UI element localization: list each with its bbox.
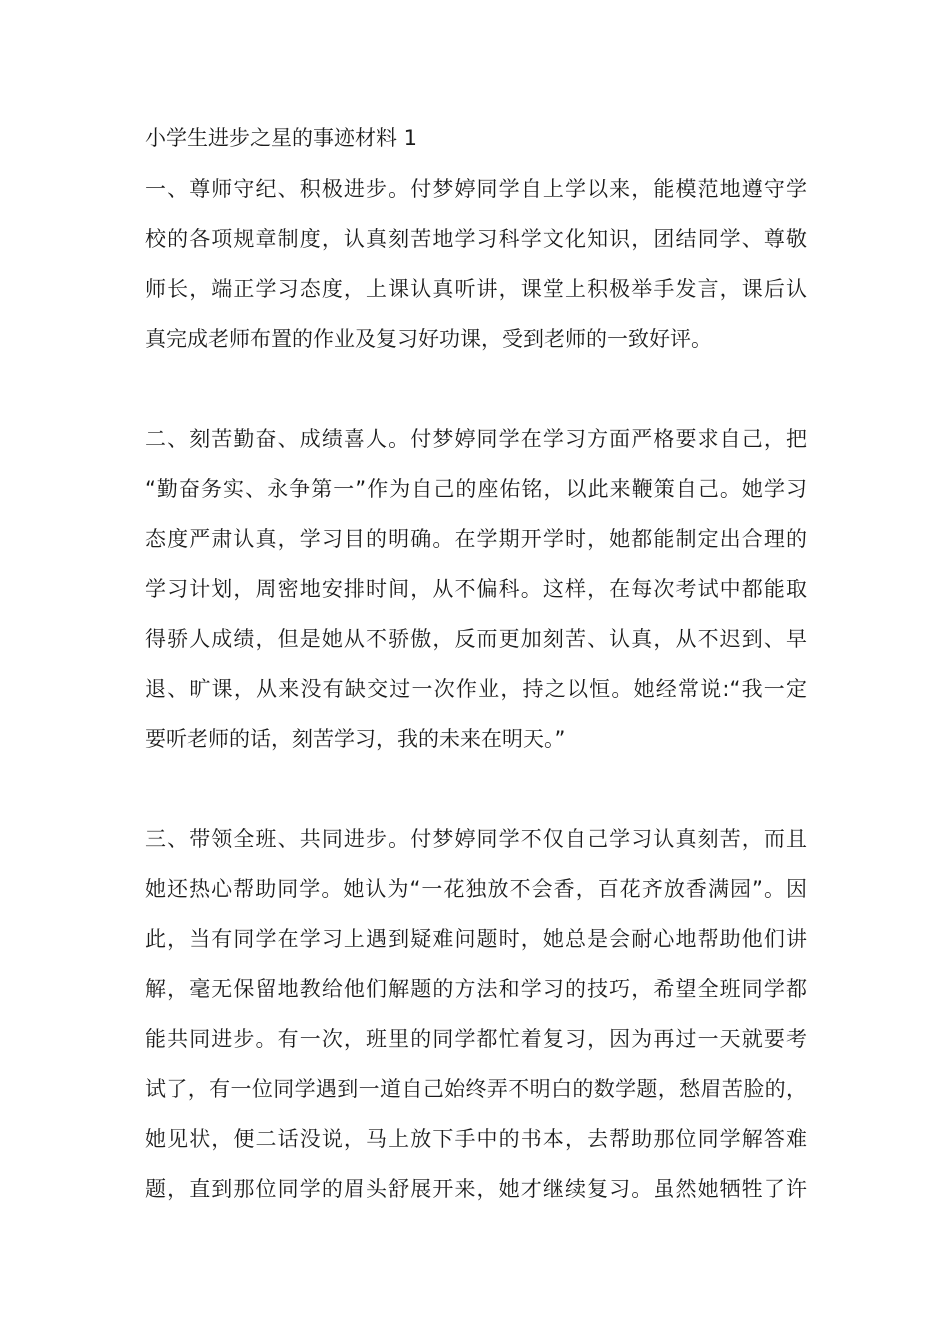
paragraph-spacer (145, 364, 807, 414)
paragraph-3 (145, 814, 807, 1214)
paragraph-line: 她见状，便二话没说，马上放下手中的书本，去帮助那位同学解答难 (145, 1127, 807, 1151)
paragraph-line: 试了，有一位同学遇到一道自己始终弄不明白的数学题，愁眉苦脸的， (145, 1077, 807, 1101)
paragraph-1 (145, 164, 807, 364)
paragraph-2 (145, 414, 807, 764)
paragraph-line: 此，当有同学在学习上遇到疑难问题时，她总是会耐心地帮助他们讲 (145, 927, 807, 951)
paragraph-line: 退、旷课，从来没有缺交过一次作业，持之以恒。她经常说:“我一定 (145, 677, 807, 701)
paragraph-line: “勤奋务实、永争第一”作为自己的座佑铭，以此来鞭策自己。她学习 (145, 477, 807, 501)
paragraph-line: 二、刻苦勤奋、成绩喜人。付梦婷同学在学习方面严格要求自己，把 (145, 427, 807, 451)
paragraph-line: 题，直到那位同学的眉头舒展开来，她才继续复习。虽然她牺牲了许 (145, 1177, 807, 1201)
paragraph-line: 校的各项规章制度，认真刻苦地学习科学文化知识，团结同学、尊敬 (145, 227, 807, 251)
paragraph-line: 态度严肃认真，学习目的明确。在学期开学时，她都能制定出合理的 (145, 527, 807, 551)
paragraph-line: 一、尊师守纪、积极进步。付梦婷同学自上学以来，能模范地遵守学 (145, 177, 807, 201)
paragraph-line: 解，毫无保留地教给他们解题的方法和学习的技巧，希望全班同学都 (145, 977, 807, 1001)
paragraph-spacer (145, 764, 807, 814)
paragraph-line: 得骄人成绩，但是她从不骄傲，反而更加刻苦、认真，从不迟到、早 (145, 627, 807, 651)
paragraph-line: 她还热心帮助同学。她认为“一花独放不会香，百花齐放香满园”。因 (145, 877, 807, 901)
paragraph-line: 真完成老师布置的作业及复习好功课，受到老师的一致好评。 (145, 327, 712, 351)
paragraph-line: 学习计划，周密地安排时间，从不偏科。这样，在每次考试中都能取 (145, 577, 807, 601)
paragraph-line: 三、带领全班、共同进步。付梦婷同学不仅自己学习认真刻苦，而且 (145, 827, 807, 851)
paragraph-line: 能共同进步。有一次，班里的同学都忙着复习，因为再过一天就要考 (145, 1027, 807, 1051)
paragraph-line: 要听老师的话，刻苦学习，我的未来在明天。” (145, 727, 566, 751)
document-title: 小学生进步之星的事迹材料 1 (145, 126, 418, 150)
document-body (145, 118, 807, 1214)
paragraph-line: 师长，端正学习态度，上课认真听讲，课堂上积极举手发言，课后认 (145, 277, 807, 301)
